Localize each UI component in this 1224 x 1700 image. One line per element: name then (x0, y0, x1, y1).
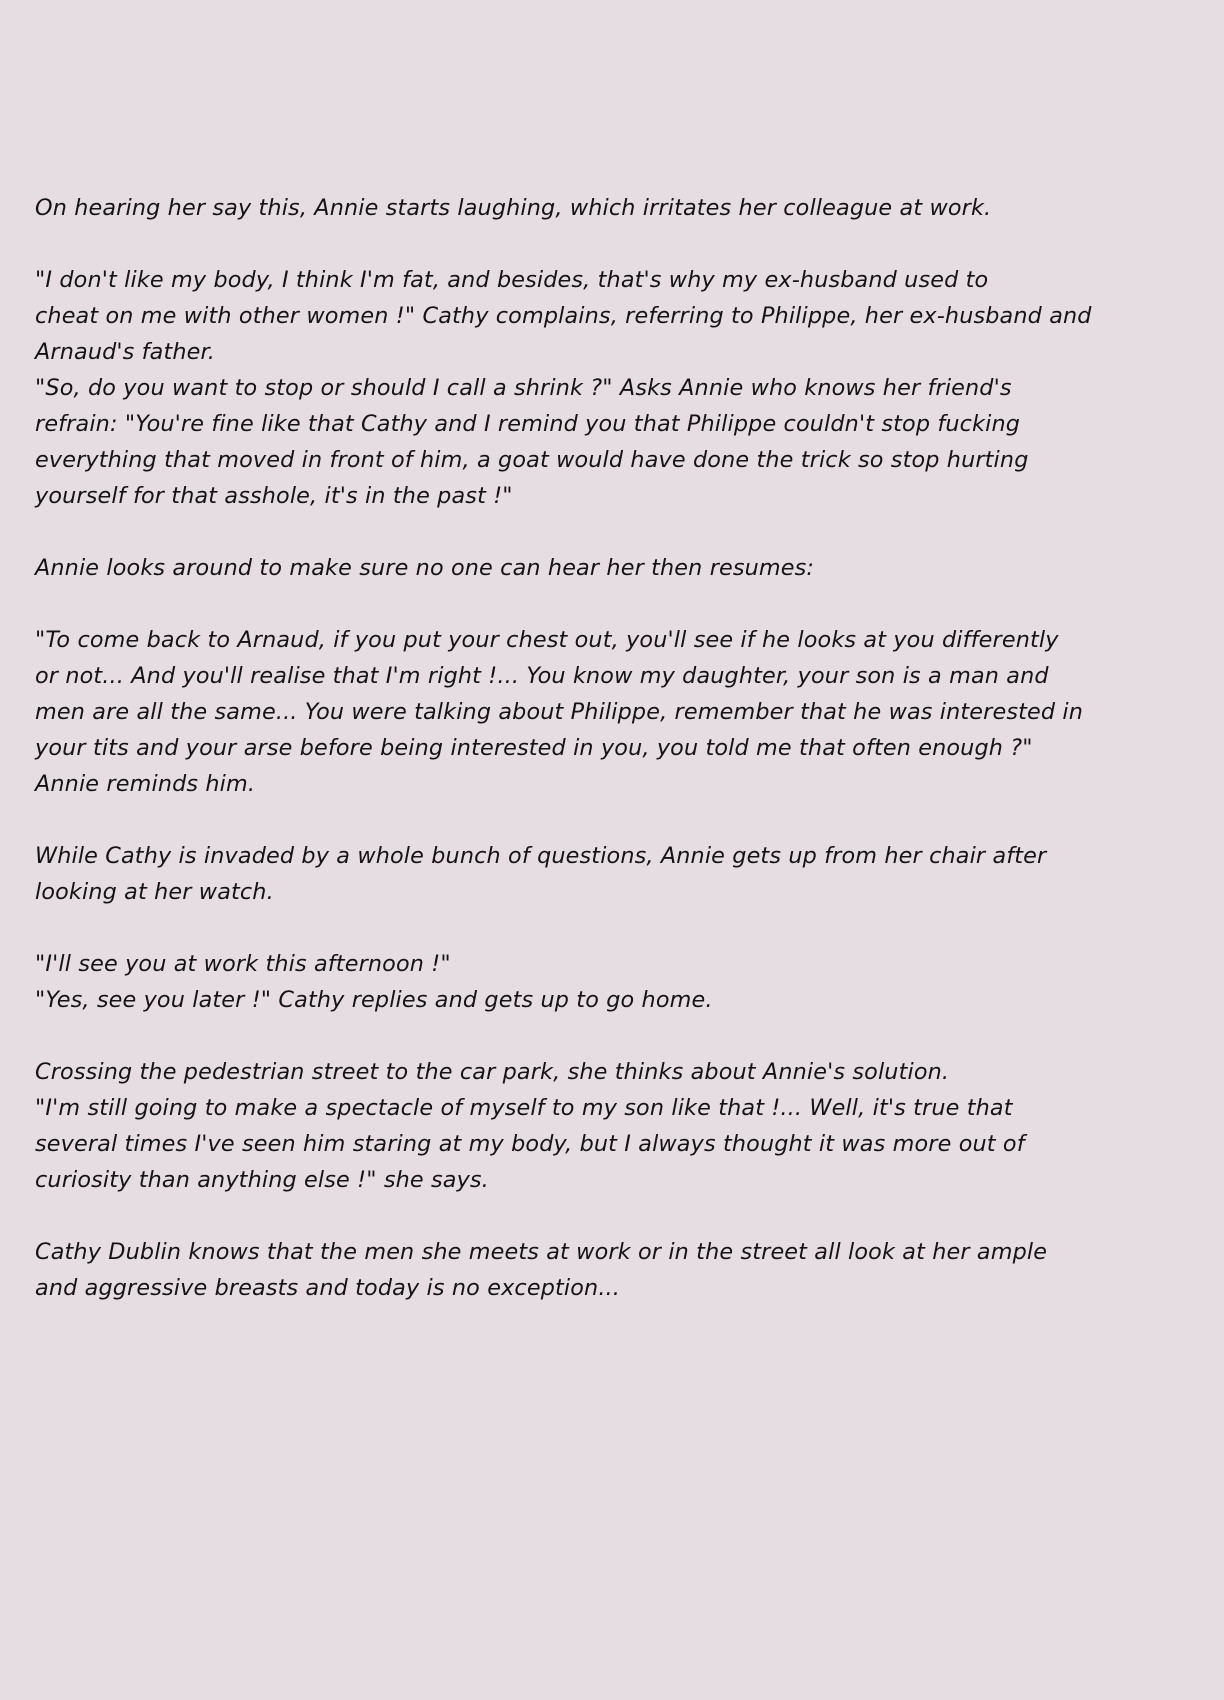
paragraph: Crossing the pedestrian street to the car park, she thinks about Annie's solution. "I'm still going to make a spectacle of myself to my son like that !... Well, it's true that several times I've seen him staring at my body, but I always thought it was more out of curiosity than anything else !" she says. (35, 1059, 1025, 1193)
paragraph: On hearing her say this, Annie starts laughing, which irritates her colleague at work. (35, 195, 992, 221)
story-text (35, 190, 1195, 1306)
paragraph-gap (35, 802, 1195, 838)
paragraph: "I don't like my body, I think I'm fat, and besides, that's why my ex-husband used to cheat on me with other women !" Cathy complains, referring to Philippe, her ex-husband and Arnaud's father. "So, do you want to stop or should I call a shrink ?" Asks Annie who knows her friend's refrain: "You're fine like that Cathy and I remind you that Philippe couldn't stop fucking everything that moved in front of him, a goat would have done the trick so stop hurting yourself for that asshole, it's in the past !" (35, 267, 1092, 509)
paragraph-gap (35, 910, 1195, 946)
paragraph-gap (35, 514, 1195, 550)
paragraph: "To come back to Arnaud, if you put your chest out, you'll see if he looks at you differently or not... And you'll realise that I'm right !... You know my daughter, your son is a man and men are all the same... You were talking about Philippe, remember that he was interested in your tits and your arse before being interested in you, you told me that often enough ?" Annie reminds him. (35, 627, 1084, 797)
paragraph-gap (35, 1018, 1195, 1054)
paragraph: Cathy Dublin knows that the men she meets at work or in the street all look at her ample and aggressive breasts and today is no exception... (35, 1239, 1048, 1301)
paragraph: Annie looks around to make sure no one can hear her then resumes: (35, 555, 815, 581)
paragraph-gap (35, 226, 1195, 262)
paragraph-gap (35, 1198, 1195, 1234)
paragraph-gap (35, 586, 1195, 622)
paragraph: While Cathy is invaded by a whole bunch of questions, Annie gets up from her chair after looking at her watch. (35, 843, 1047, 905)
paragraph: "I'll see you at work this afternoon !" "Yes, see you later !" Cathy replies and gets up to go home. (35, 951, 713, 1013)
